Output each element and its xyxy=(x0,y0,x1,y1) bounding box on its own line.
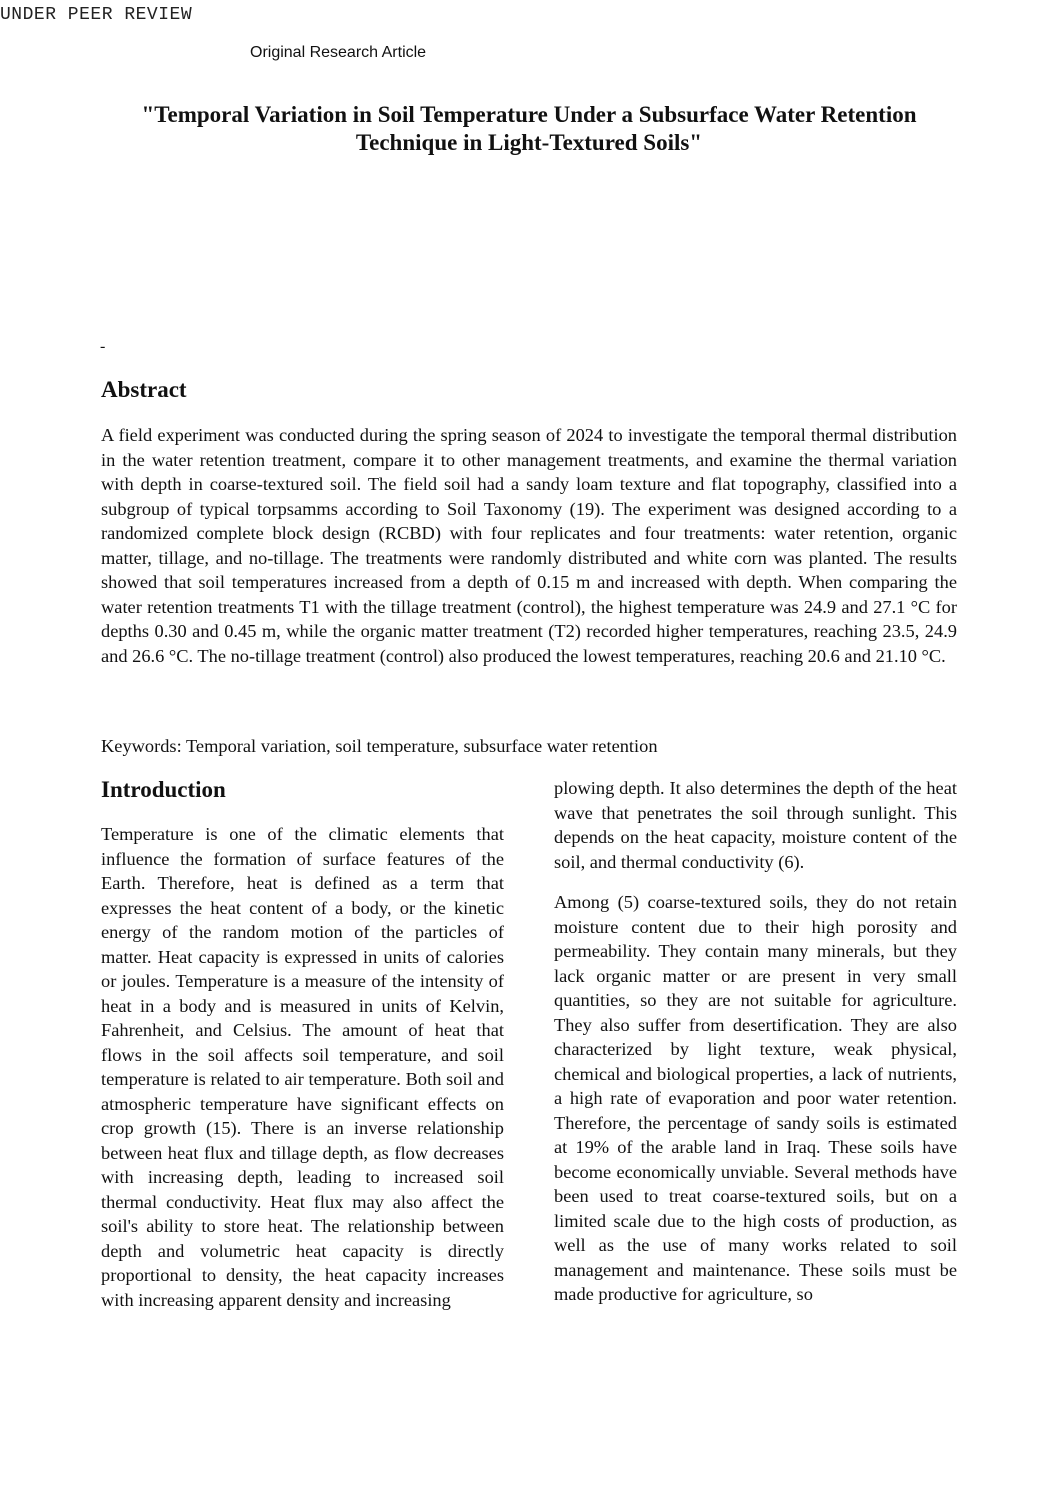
stray-dash-mark: - xyxy=(100,338,106,355)
paper-title: "Temporal Variation in Soil Temperature Under a Subsurface Water Retention Technique in Light-Textured Soils" xyxy=(141,102,917,155)
paragraph: plowing depth. It also determines the depth of the heat wave that penetrates the soil through sunlight. This depends on the heat capacity, moisture content of the soil, and thermal conductivity (6). xyxy=(554,778,957,872)
abstract-heading: Abstract xyxy=(101,377,187,402)
abstract-text: A field experiment was conducted during the spring season of 2024 to investigate the temporal thermal distribution in the water retention treatment, compare it to other management treatments, and examine the thermal variation with depth in coarse-textured soil. The field soil had a sandy loam texture and flat topography, classified into a subgroup of typical torpsamms according to Soil Taxonomy (19). The experiment was designed according to a randomized complete block design (RCBD) with four replicates and four treatments: water retention, organic matter, tillage, and no-tillage. The treatments were randomly distributed and white corn was planted. The results showed that soil temperatures increased from a depth of 0.15 m and increased with depth. When comparing the water retention treatments T1 with the tillage treatment (control), the highest temperature was 24.9 and 27.1 °C for depths 0.30 and 0.45 m, while the organic matter treatment (T2) recorded higher temperatures, reaching 23.5, 24.9 and 26.6 °C. The no-tillage treatment (control) also produced the lowest temperatures, reaching 20.6 and 21.10 °C. xyxy=(101,425,957,666)
keywords: Keywords: Temporal variation, soil temperature, subsurface water retention xyxy=(101,736,658,756)
paragraph: Temperature is one of the climatic elements that influence the formation of surface features of the Earth. Therefore, heat is defined as a term that expresses the heat content of a body, or the kinetic energy of the random motion of the particles of matter. Heat capacity is expressed in units of calories or joules. Temperature is a measure of the intensity of heat in a body and is measured in units of Kelvin, Fahrenheit, and Celsius. The amount of heat that flows in the soil affects soil temperature, and soil temperature is related to air temperature. Both soil and atmospheric temperature have significant effects on crop growth (15). There is an inverse relationship between heat flux and tillage depth, as flow decreases with increasing depth, leading to increased soil thermal conductivity. Heat flux may also affect the soil's ability to store heat. The relationship between depth and volumetric heat capacity is directly proportional to density, the heat capacity increases with increasing apparent density and increasing xyxy=(101,824,504,1310)
article-type-label: Original Research Article xyxy=(250,44,427,61)
introduction-heading: Introduction xyxy=(101,777,226,802)
introduction-left-column xyxy=(101,822,504,1312)
introduction-right-column xyxy=(554,776,957,1307)
peer-review-watermark: UNDER PEER REVIEW xyxy=(0,5,193,25)
paragraph: Among (5) coarse-textured soils, they do not retain moisture content due to their high porosity and permeability. They contain many minerals, but they lack organic matter or are present in very small quantities, so they are not suitable for agriculture. They also suffer from desertification. They are also characterized by light texture, weak physical, chemical and biological properties, a lack of nutrients, a high rate of evaporation and poor water retention. Therefore, the percentage of sandy soils is estimated at 19% of the arable land in Iraq. These soils have become economically unviable. Several methods have been used to treat coarse-textured soils, but on a limited scale due to the high costs of production, as well as the use of many works related to soil management and maintenance. These soils must be made productive for agriculture, so xyxy=(554,892,957,1304)
